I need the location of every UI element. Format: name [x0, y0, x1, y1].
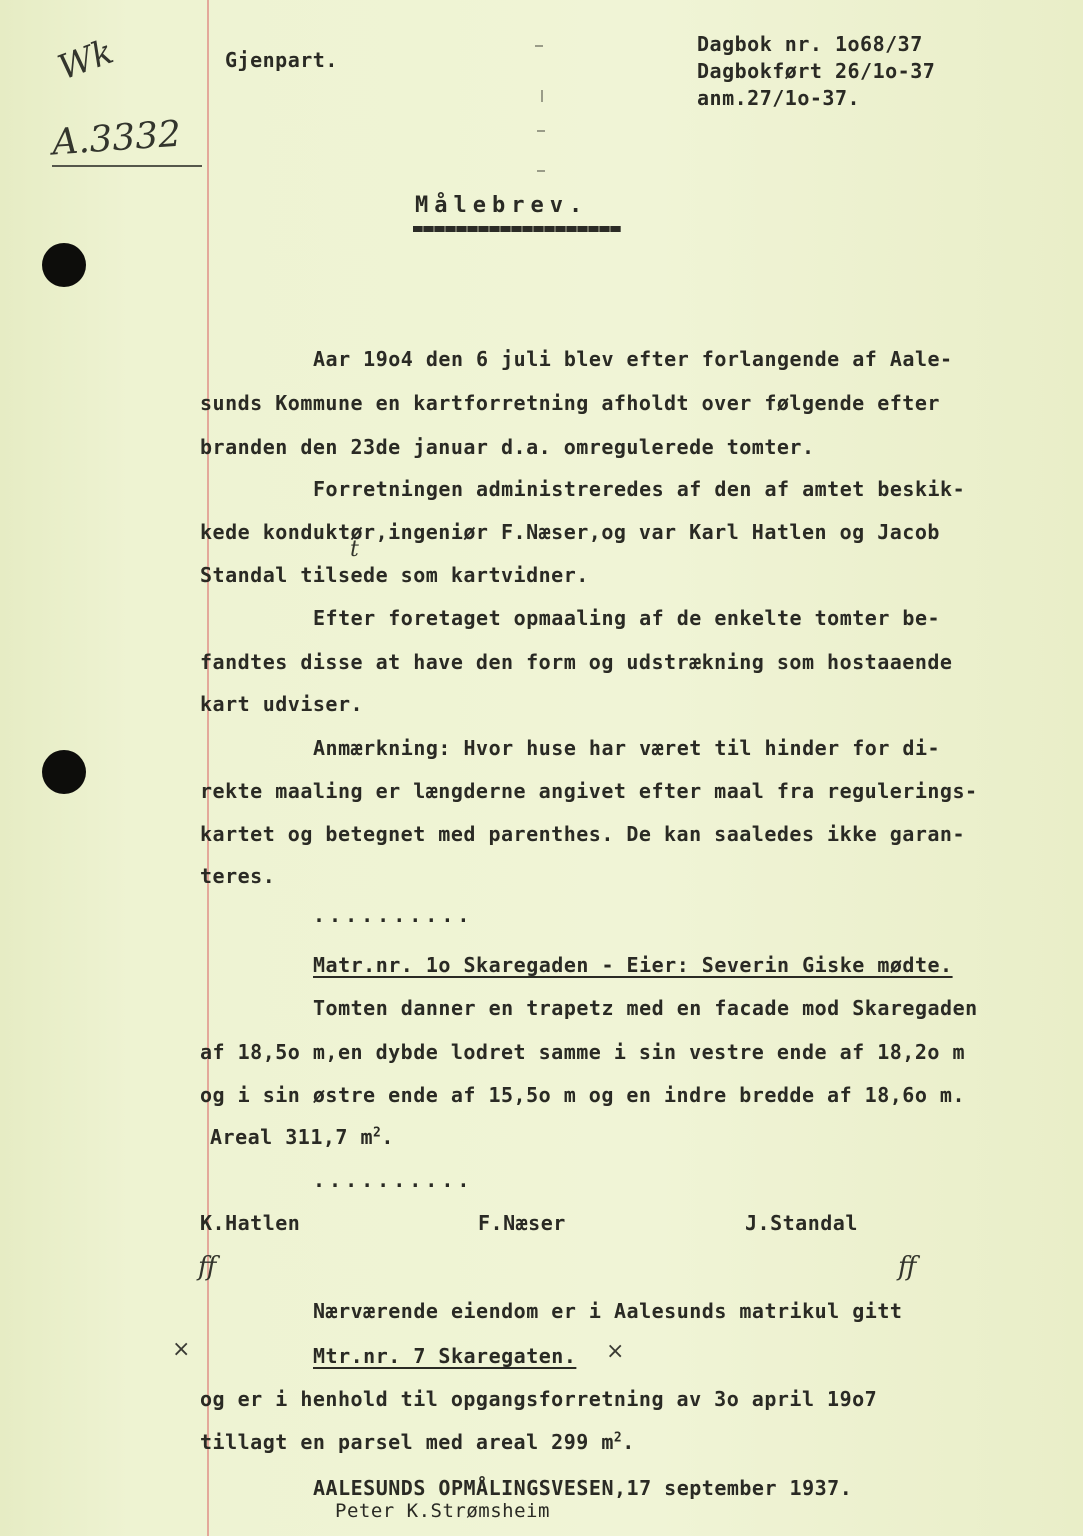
body-line: sunds Kommune en kartforretning afholdt over følgende efter: [200, 391, 940, 415]
note-area-superscript: 2: [613, 1430, 623, 1446]
body-line: Standal tilsede som kartvidner.: [200, 563, 589, 587]
bleed-mark: [535, 45, 543, 47]
signature-hatlen: K.Hatlen: [200, 1211, 301, 1235]
body-line: branden den 23de januar d.a. omregulerede tomter.: [200, 435, 815, 459]
cross-mark-inline: ×: [606, 1339, 625, 1364]
note-area-line: [200, 1430, 635, 1454]
note-line: og er i henhold til opgangsforretning av 3o april 19o7: [200, 1387, 878, 1411]
body-line: Aar 19o4 den 6 juli blev efter forlangende af Aale-: [313, 347, 953, 371]
signature-naeser: F.Næser: [478, 1211, 566, 1235]
property-line: Tomten danner en trapetz med en facade mod Skaregaden: [313, 996, 978, 1020]
reference-underline: [52, 165, 202, 167]
property-line: af 18,5o m,en dybde lodret samme i sin vestre ende af 18,2o m: [200, 1040, 966, 1064]
body-line: rekte maaling er længderne angivet efter maal fra regulerings-: [200, 779, 978, 803]
note-area-text: tillagt en parsel med areal 299 m: [200, 1430, 614, 1454]
body-line: Forretningen administreredes af den af amtet beskik-: [313, 477, 966, 501]
signer-name: Peter K.Strømsheim: [335, 1500, 550, 1522]
signature-mark-left: ff: [198, 1252, 217, 1282]
margin-line: [207, 0, 209, 1536]
body-line: Anmærkning: Hvor huse har været til hinder for di-: [313, 736, 941, 760]
separator-dots: ..........: [313, 903, 474, 927]
dagbok-registered-date: Dagbokført 26/1o-37: [697, 59, 936, 83]
signature-mark-right: ff: [898, 1252, 917, 1282]
bleed-mark: [537, 130, 545, 132]
bleed-mark: [541, 90, 543, 102]
note-matrikel: Mtr.nr. 7 Skaregaten.: [313, 1344, 577, 1368]
handwritten-initials: Wk: [52, 31, 119, 89]
cross-mark-margin: ×: [172, 1337, 191, 1362]
property-line: og i sin østre ende af 15,5o m og en indre bredde af 18,6o m.: [200, 1083, 966, 1107]
body-line: kede konduktør,ingeniør F.Næser,og var Karl Hatlen og Jacob: [200, 520, 940, 544]
handwritten-correction: t: [350, 537, 359, 562]
office-stamp: AALESUNDS OPMÅLINGSVESEN,17 september 1937.: [313, 1476, 853, 1500]
bleed-mark: [537, 170, 545, 172]
signature-standal: J.Standal: [745, 1211, 858, 1235]
property-heading: Matr.nr. 1o Skaregaden - Eier: Severin Giske mødte.: [313, 953, 953, 977]
copy-label: Gjenpart.: [225, 48, 338, 72]
body-line: kart udviser.: [200, 692, 364, 716]
body-line: kartet og betegnet med parenthes. De kan saaledes ikke garan-: [200, 822, 966, 846]
note-area-suffix: .: [622, 1430, 635, 1454]
body-line: teres.: [200, 864, 276, 888]
document-title: Målebrev.: [415, 193, 589, 218]
area-superscript: 2: [373, 1125, 382, 1141]
property-area: [210, 1125, 394, 1149]
dagbok-number: Dagbok nr. 1o68/37: [697, 32, 923, 56]
body-line: Efter foretaget opmaaling af de enkelte tomter be-: [313, 606, 941, 630]
area-value: Areal 311,7 m: [210, 1125, 374, 1149]
body-line: fandtes disse at have den form og udstrækning som hostaaende: [200, 650, 953, 674]
punch-hole-bottom: [42, 750, 86, 794]
handwritten-reference: A.3332: [50, 113, 183, 164]
note-line: Nærværende eiendom er i Aalesunds matrikul gitt: [313, 1299, 903, 1323]
punch-hole-top: [42, 243, 86, 287]
area-suffix: .: [381, 1125, 394, 1149]
separator-dots: ..........: [313, 1168, 474, 1192]
title-underline: [413, 226, 621, 232]
annotation-date: anm.27/1o-37.: [697, 86, 861, 110]
